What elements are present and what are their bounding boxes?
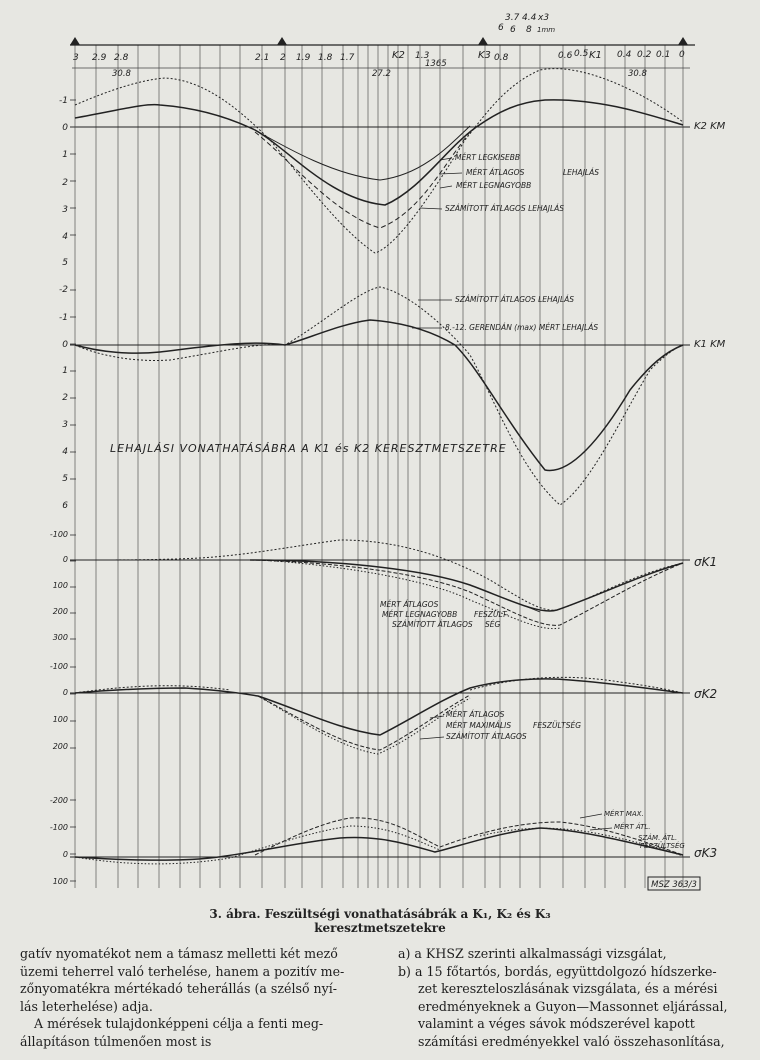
tick-label: -100 [49, 530, 68, 539]
legend-text: FESZÜLTSÉG [533, 721, 582, 730]
legend-text: MÉRT LEGKISEBB [455, 153, 521, 162]
section-label-k1: K1 [589, 50, 602, 61]
tick-label: 0 [62, 688, 68, 697]
tick-label: 100 [52, 581, 68, 590]
paragraph-line: üzemi teherrel való terhelése, hanem a pozitív me- [20, 963, 345, 979]
curve-measured-avg [75, 100, 683, 205]
support-marker [678, 37, 688, 45]
axis-label-sigma-k3: σK3 [694, 846, 718, 860]
top-num: 0.2 [637, 50, 652, 60]
tick-label: 5 [62, 474, 68, 484]
tick-label: -100 [49, 662, 68, 671]
section-label-k3: K3 [478, 50, 491, 61]
top-num: 1.9 [296, 53, 311, 63]
support-markers [70, 37, 688, 45]
axis-label-sigma-k2: σK2 [694, 687, 718, 701]
curve-sk2-measured [75, 679, 683, 735]
stamp-text: MSZ 363/3 [651, 880, 697, 890]
top-num: 6 [510, 25, 516, 35]
tick-label: 5 [62, 258, 68, 268]
legend-leader [580, 814, 602, 818]
list-item-continuation: valamint a véges sávok módszerével kapott [418, 1016, 695, 1032]
tick-label: -200 [49, 796, 68, 805]
dim-num: 27.2 [372, 69, 391, 79]
legend-leader [420, 737, 444, 739]
legend-text: MÉRT LEGNAGYOBB [382, 610, 458, 619]
panel3-ticks [50, 530, 68, 642]
top-num: 1.3 [415, 51, 430, 61]
top-num: 2 [280, 53, 286, 63]
top-num: 0.8 [494, 53, 509, 63]
legend-text: FESZÜLTSÉG [640, 842, 685, 850]
curve-sk2-calc-side [75, 677, 683, 693]
legend-text: MÉRT ÁTLAGOS [380, 600, 439, 609]
tick-label: 100 [52, 715, 68, 724]
dim-num: 30.8 [628, 69, 647, 79]
tick-label: 0 [62, 123, 68, 133]
top-num: 3 [73, 53, 79, 63]
support-marker [70, 37, 80, 45]
top-num: 1.7 [340, 53, 355, 63]
legend-text: MÉRT ÁTLAGOS [466, 168, 525, 177]
support-marker [478, 37, 488, 45]
legend-text: MÉRT LEGNAGYOBB [456, 181, 532, 190]
top-num: 2.8 [114, 53, 129, 63]
top-num: 0.4 [617, 50, 632, 60]
panel2-ticks [59, 285, 68, 511]
paragraph-line: A mérések tulajdonképpeni célja a fenti meg- [34, 1016, 324, 1032]
tick-label: 4 [62, 232, 68, 242]
top-num: 0.1 [656, 50, 671, 60]
tick-label: 3 [62, 420, 68, 430]
top-num: x3 [538, 13, 550, 23]
tick-label: -1 [59, 313, 68, 323]
tick-label: 2 [62, 393, 68, 403]
curve-measured-max [255, 132, 470, 228]
panel4-ticks [50, 662, 68, 751]
tick-label: 100 [52, 877, 68, 886]
list-item-continuation: számítási eredményekkel való összehasonlítása, [418, 1033, 725, 1049]
figure-caption-line2: keresztmetszetekre [314, 921, 446, 935]
legend-text: MÉRT MAX. [604, 810, 644, 818]
tick-label: 1 [62, 366, 68, 376]
curve-sk2-calc [258, 696, 470, 754]
panel1-ticks [59, 96, 68, 268]
tick-label: 2 [62, 178, 68, 188]
legend-text: LEHAJLÁS [563, 168, 599, 177]
curves [75, 69, 683, 864]
tick-label: -100 [49, 823, 68, 832]
panel-axes [70, 100, 690, 881]
tick-label: 300 [52, 633, 68, 642]
top-num: 3.7 [505, 13, 520, 23]
axis-label-k1: K1 KM [694, 339, 726, 350]
legend-leader [440, 173, 462, 174]
top-num: 6 [498, 23, 504, 33]
curve-sk3-calc [75, 826, 683, 864]
panel1-legend [445, 153, 599, 213]
tick-label: 0 [62, 555, 68, 564]
paragraph-line: lás leterhelése) adja. [20, 998, 153, 1014]
tick-label: 0 [62, 850, 68, 859]
top-num: 1mm [537, 26, 556, 34]
tick-label: 4 [62, 447, 68, 457]
top-num: 4.4 [522, 13, 537, 23]
top-num: 8 [526, 25, 532, 35]
legend-leader [430, 716, 444, 718]
top-num: 0 [679, 50, 685, 60]
top-num: 1.8 [318, 53, 333, 63]
axis-label-k2: K2 KM [694, 121, 726, 132]
paragraph-line: gatív nyomatékot nem a támasz melletti két mező [20, 946, 338, 961]
legend-text: MÉRT ÁTLAGOS [446, 710, 505, 719]
tick-label: 1 [62, 150, 68, 160]
tick-label: -2 [59, 285, 68, 295]
axis-label-sigma-k1: σK1 [694, 555, 718, 569]
panel2-title: LEHAJLÁSI VONATHATÁSÁBRA A K1 és K2 KERESZTMETSZETRE [110, 442, 507, 455]
tick-label: 6 [62, 501, 68, 511]
panel3-legend [380, 600, 509, 629]
body-right-column [398, 945, 754, 1051]
section-label-k2: K2 [392, 50, 405, 61]
legend-text: MÉRT ÁTL. [614, 823, 651, 831]
curve-k1-calculated [75, 287, 683, 505]
legend-text: SZÁMÍTOTT ÁTLAGOS LEHAJLÁS [445, 204, 565, 213]
top-num: 0.6 [558, 51, 573, 61]
top-num: 0.5 [574, 49, 589, 59]
curve-sk1-max [250, 560, 683, 625]
figure-caption-line1: 3. ábra. Feszültségi vonathatásábrák a K₁, K₂ és K₃ [209, 907, 551, 921]
list-item: a) a KHSZ szerinti alkalmassági vizsgálat, [398, 946, 667, 961]
tick-label: 0 [62, 340, 68, 350]
list-item-continuation: zet kereszteloszlásának vizsgálata, és a mérési [418, 981, 718, 997]
legend-text: SZÁMÍTOTT ÁTLAGOS LEHAJLÁS [455, 295, 575, 304]
legend-text: SZÁMÍTOTT ÁTLAGOS [392, 620, 473, 629]
legend-text: FESZÜLT- [474, 610, 509, 619]
list-item: b) a 15 főtartós, bordás, együttdolgozó hídszerke- [398, 963, 717, 979]
top-num: 2.1 [255, 53, 270, 63]
legend-leader [440, 186, 452, 188]
legend-text: MÉRT MAXIMÁLIS [446, 721, 512, 730]
support-marker [277, 37, 287, 45]
dimension-numbers [112, 59, 648, 79]
legend-text: 8.-12. GERENDÁN (max) MÉRT LEHAJLÁS [445, 323, 599, 332]
dim-num: 30.8 [112, 69, 131, 79]
legend-text: SZÁMÍTOTT ÁTLAGOS [446, 732, 527, 741]
paragraph-line: zőnyomatékra mértékadó teherállás (a szélső nyí- [20, 981, 338, 997]
legend-leader [420, 208, 442, 209]
top-num: 2.9 [92, 53, 107, 63]
panel2-legend [445, 295, 598, 332]
panel5-ticks [50, 796, 68, 886]
body-left-column [20, 945, 368, 1051]
legend-text: SZÁM. ÁTL. [638, 834, 678, 842]
tick-label: -1 [59, 96, 68, 106]
legend-text: SÉG [485, 620, 501, 629]
dim-num: 1365 [425, 59, 447, 69]
tick-label: 3 [62, 205, 68, 215]
tick-label: 200 [52, 607, 68, 616]
paragraph-line: állapításon túlmenően most is [20, 1033, 212, 1049]
tick-label: 200 [52, 742, 68, 751]
list-item-continuation: eredményeknek a Guyon—Massonnet eljárással, [418, 998, 728, 1014]
curve-calculated [75, 69, 683, 253]
curve-sk1-calc-top [75, 540, 683, 610]
panel4-legend [446, 710, 581, 741]
